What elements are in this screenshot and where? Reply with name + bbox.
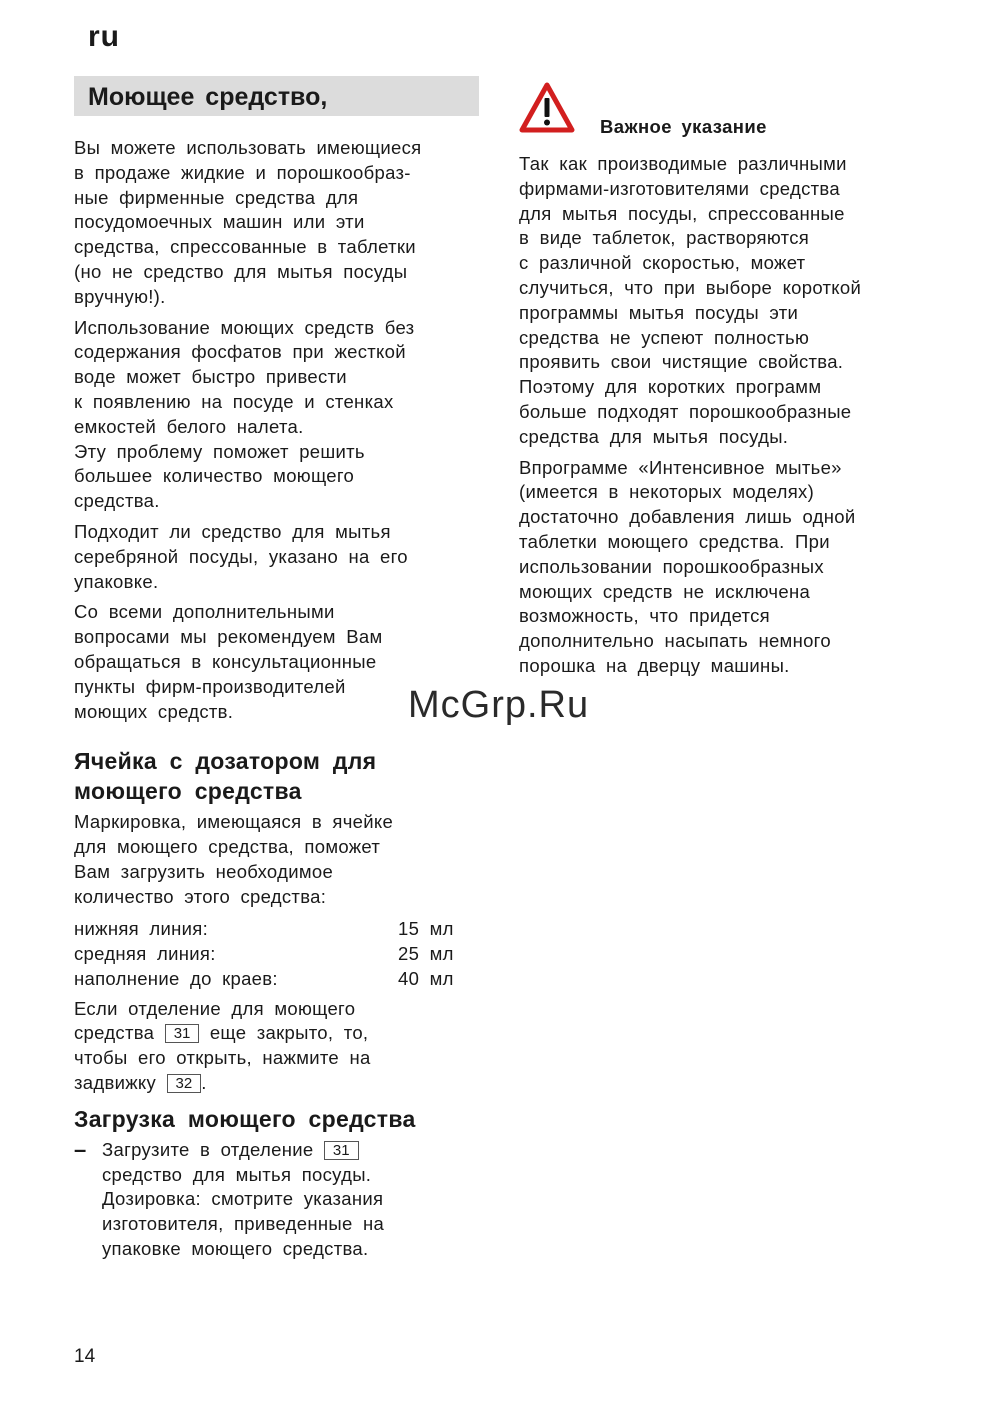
text-line: Поэтому для коротких программ [519, 376, 822, 398]
text-line: для моющего средства, поможет [74, 836, 381, 858]
text-line: к появлению на посуде и стенках [74, 390, 394, 412]
warning-header [519, 82, 929, 152]
fill-value: 40 мл [398, 967, 454, 989]
reference-31: 31 [324, 1141, 359, 1160]
text-line: больше подходят порошкообразные [519, 400, 852, 422]
text-line: пункты фирм-производителей [74, 675, 346, 697]
fill-row-full [74, 966, 464, 991]
text-line: посудомоечных машин или эти [74, 211, 365, 233]
text-line: серебряной посуды, указано на его [74, 545, 408, 567]
text-line: проявить свои чистящие свойства. [519, 351, 844, 373]
section-title: Моющее средство, [74, 76, 479, 116]
fill-row-bottom [74, 916, 464, 941]
text-line: дополнительно насыпать немного [519, 630, 831, 652]
open-compartment-text: Если отделение для моющего средства 31 еще закрыто, то, чтобы его открыть, нажмите на задвижку 32 . [74, 997, 371, 1093]
text-line: (имеется в некоторых моделях) [519, 481, 815, 503]
page-number: 14 [74, 1346, 96, 1367]
dash-bullet: – [74, 1136, 87, 1162]
fill-label: средняя линия: [74, 942, 216, 964]
text-line: Так как производимые различными [519, 153, 847, 174]
fill-label: нижняя линия: [74, 917, 209, 939]
right-column [519, 82, 929, 685]
left-column [74, 76, 484, 1268]
language-tag: ru [88, 20, 120, 53]
fill-row-middle [74, 941, 464, 966]
text-line: количество этого средства: [74, 885, 327, 907]
warning-triangle-icon [519, 82, 575, 134]
intro-text [74, 136, 484, 724]
text-line: использовании порошкообразных [519, 555, 824, 577]
reference-31: 31 [165, 1024, 200, 1043]
text-line: Вы можете использовать имеющиеся [74, 137, 422, 158]
text-line: ные фирменные средства для [74, 186, 359, 208]
text-line: упаковке моющего средства. [102, 1237, 369, 1259]
text-line: Подходит ли средство для мытья [74, 520, 391, 542]
text-line: средства не успеют полностью [519, 326, 810, 348]
text-line: вопросами мы рекомендуем Вам [74, 626, 383, 648]
text-line: упаковке. [74, 570, 159, 592]
loading-heading: Загрузка моющего средства [74, 1105, 416, 1132]
text-line: средство для мытья посуды. [102, 1163, 372, 1185]
text-line: (но не средство для мытья посуды [74, 260, 408, 282]
warning-title: Важное указание [600, 116, 767, 137]
text-line: моющих средств не исключена [519, 580, 811, 602]
text-line: большее количество моющего [74, 465, 355, 487]
text-line: Дозировка: смотрите указания [102, 1188, 384, 1210]
text-line: Эту проблему поможет решить [74, 440, 365, 462]
loading-step: – Загрузите в отделение 31 средство для мытья посуды. Дозировка: смотрите указания изготовителя, приведенные на упаковке моющего средства. [74, 1138, 484, 1262]
dispenser-text [74, 810, 484, 909]
heading-line: моющего средства [74, 778, 302, 805]
fill-value: 25 мл [398, 942, 454, 964]
fill-value: 15 мл [398, 917, 454, 939]
text-line: с различной скоростью, может [519, 252, 806, 274]
text-line: для мытья посуды, спрессованные [519, 202, 845, 224]
text-line: порошка на дверцу машины. [519, 654, 790, 676]
text-line: Вам загрузить необходимое [74, 860, 334, 882]
text-line: емкостей белого налета. [74, 415, 304, 437]
warning-text [519, 152, 929, 679]
text-line: в продаже жидкие и порошкообраз- [74, 161, 411, 183]
text-line: достаточно добавления лишь одной [519, 506, 856, 528]
text-line: средства. [74, 490, 160, 512]
text-line: обращаться в консультационные [74, 650, 377, 672]
text-line: таблетки моющего средства. При [519, 530, 830, 552]
fill-label: наполнение до краев: [74, 967, 278, 989]
text-line: содержания фосфатов при жесткой [74, 341, 406, 363]
text-line: изготовителя, приведенные на [102, 1213, 385, 1235]
text-line: программы мытья посуды эти [519, 301, 799, 323]
text-line: Маркировка, имеющаяся в ячейке [74, 811, 394, 833]
paragraph [74, 520, 484, 594]
text-line: средства, спрессованные в таблетки [74, 236, 416, 258]
dispenser-heading [74, 746, 484, 806]
text-line: моющих средств. [74, 700, 234, 722]
text-line: воде может быстро привести [74, 366, 347, 388]
text-line: в виде таблеток, растворяются [519, 227, 810, 249]
text-line: случиться, что при выборе короткой [519, 276, 862, 298]
text-line: Со всеми дополнительными [74, 601, 335, 623]
paragraph [519, 152, 929, 450]
paragraph [74, 316, 484, 514]
fill-level-table [74, 916, 484, 991]
text-line: вручную!). [74, 285, 166, 307]
text-line: средства для мытья посуды. [519, 425, 789, 447]
paragraph [519, 456, 929, 679]
text-line: Использование моющих средств без [74, 316, 415, 338]
watermark: McGrp.Ru [408, 684, 590, 726]
text-line: возможность, что придется [519, 605, 770, 627]
paragraph [74, 136, 484, 310]
reference-32: 32 [167, 1074, 202, 1093]
text-line: Впрограмме «Интенсивное мытье» [519, 456, 842, 478]
text-line: фирмами-изготовителями средства [519, 177, 840, 199]
heading-line: Ячейка с дозатором для [74, 748, 377, 775]
